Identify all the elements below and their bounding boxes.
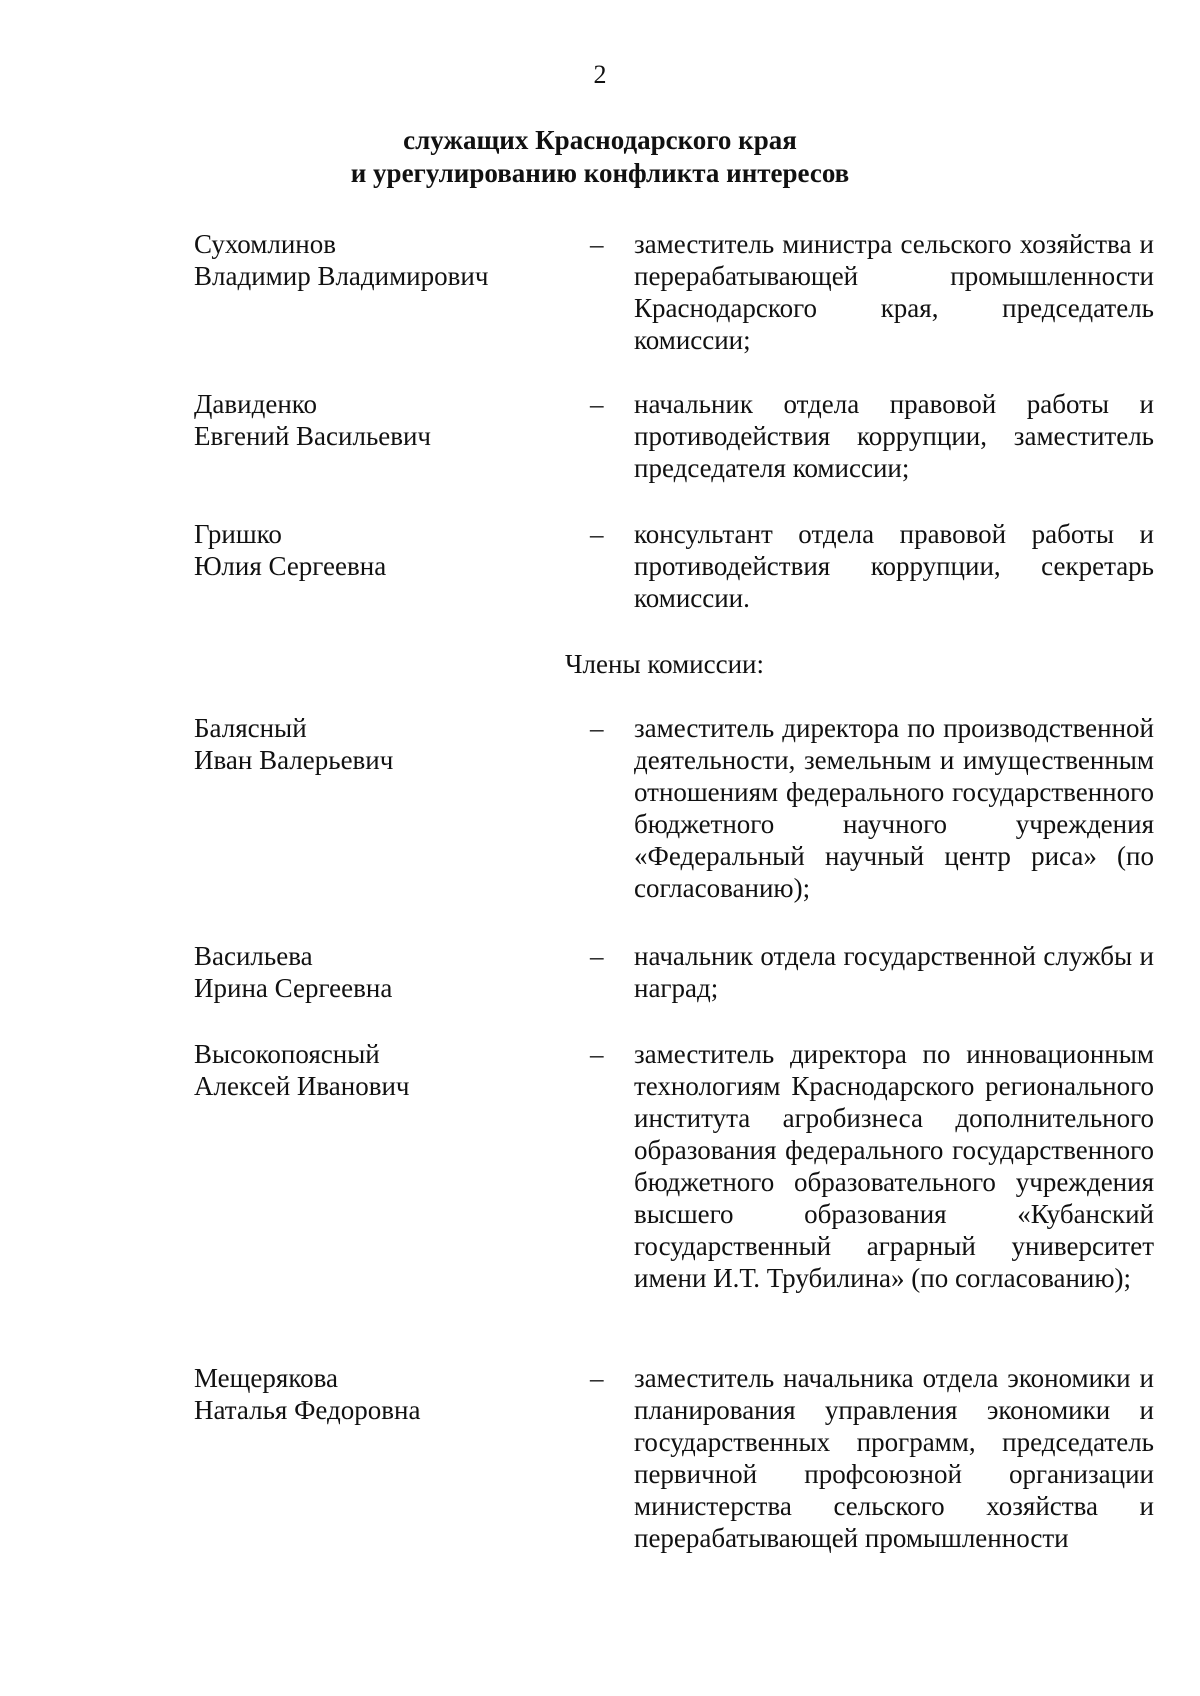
member-surname: Васильева bbox=[194, 941, 313, 971]
member-role: заместитель директора по производственной деятельности, земельным и имущественным отношениям федерального государственного бюджетного научного учреждения «Федеральный научный центр риса» (по согласованию); bbox=[634, 713, 1154, 903]
member-name bbox=[194, 228, 574, 292]
dash-separator: – bbox=[590, 941, 604, 971]
member-role: заместитель начальника отдела экономики и планирования управления экономики и государственных программ, председатель первичной профсоюзной организации министерства сельского хозяйства и перерабатывающей промышленности bbox=[634, 1363, 1154, 1553]
heading-line-2: и урегулированию конфликта интересов bbox=[350, 158, 850, 188]
member-surname: Давиденко bbox=[194, 389, 318, 419]
member-given-name: Наталья Федоровна bbox=[194, 1395, 421, 1425]
member-name bbox=[194, 712, 574, 776]
member-given-name: Алексей Иванович bbox=[194, 1071, 410, 1101]
dash-separator: – bbox=[590, 229, 604, 259]
page-number: 2 bbox=[593, 60, 607, 89]
section-members-label: Члены комиссии: bbox=[565, 649, 764, 679]
dash-separator: – bbox=[590, 519, 604, 549]
member-name bbox=[194, 1362, 574, 1426]
member-name bbox=[194, 518, 574, 582]
member-given-name: Евгений Васильевич bbox=[194, 421, 432, 451]
dash-separator: – bbox=[590, 1039, 604, 1069]
member-name bbox=[194, 388, 574, 452]
member-role: начальник отдела государственной службы и наград; bbox=[634, 941, 1154, 1003]
dash-separator: – bbox=[590, 389, 604, 419]
member-surname: Высокопоясный bbox=[194, 1039, 380, 1069]
document-heading bbox=[0, 124, 1200, 190]
member-name bbox=[194, 940, 574, 1004]
member-given-name: Иван Валерьевич bbox=[194, 745, 394, 775]
member-role: заместитель министра сельского хозяйства и перерабатывающей промышленности Краснодарского края, председатель комиссии; bbox=[634, 229, 1154, 355]
member-role: начальник отдела правовой работы и противодействия коррупции, заместитель председателя комиссии; bbox=[634, 389, 1154, 483]
heading-line-1: служащих Краснодарского края bbox=[403, 125, 797, 155]
member-name bbox=[194, 1038, 574, 1102]
member-surname: Сухомлинов bbox=[194, 229, 337, 259]
member-surname: Гришко bbox=[194, 519, 282, 549]
member-surname: Балясный bbox=[194, 713, 307, 743]
member-given-name: Ирина Сергеевна bbox=[194, 973, 393, 1003]
member-given-name: Юлия Сергеевна bbox=[194, 551, 387, 581]
member-role: консультант отдела правовой работы и противодействия коррупции, секретарь комиссии. bbox=[634, 519, 1154, 613]
member-given-name: Владимир Владимирович bbox=[194, 261, 489, 291]
member-surname: Мещерякова bbox=[194, 1363, 338, 1393]
dash-separator: – bbox=[590, 713, 604, 743]
dash-separator: – bbox=[590, 1363, 604, 1393]
member-role: заместитель директора по инновационным технологиям Краснодарского регионального института агробизнеса дополнительного образования федерального государственного бюджетного образовательного учреждения высшего образования «Кубанский государственный аграрный университет имени И.Т. Трубилина» (по согласованию); bbox=[634, 1039, 1154, 1293]
